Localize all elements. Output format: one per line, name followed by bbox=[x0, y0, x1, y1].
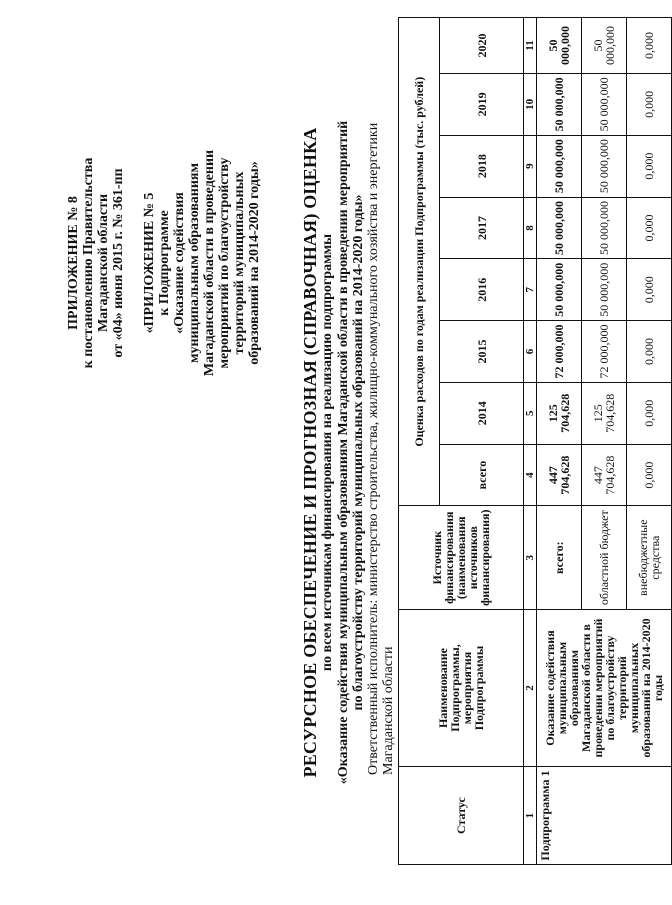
decree-line: к постановлению Правительства bbox=[81, 157, 96, 369]
row-2014: 125 704,628 bbox=[582, 382, 627, 444]
row-2018: 50 000,000 bbox=[582, 135, 627, 197]
row-2014: 0,000 bbox=[627, 382, 672, 444]
region-line: Магаданской области bbox=[96, 193, 111, 333]
row-2020: 50 000,000 bbox=[537, 18, 582, 74]
header-source: Источник финансирования (наименования источников финансирования) bbox=[399, 506, 524, 609]
header-year: 2018 bbox=[440, 135, 524, 197]
column-number: 2 bbox=[524, 609, 537, 766]
row-source: внебюджетные средства bbox=[627, 506, 672, 609]
row-source: всего: bbox=[537, 506, 582, 609]
header-name: Наименование Подпрограммы, мероприятия Подпрограммы bbox=[399, 609, 524, 766]
document-subtitle: по всем источникам финансирования на реализацию подпрограммы bbox=[320, 233, 335, 672]
responsible-executor: Ответственный исполнитель: министерство строительства, жилищно-коммунального хозяйства и энергетики Магаданской области bbox=[366, 122, 396, 775]
table-header-row bbox=[399, 18, 440, 865]
column-number: 8 bbox=[524, 197, 537, 259]
program-line: образований на 2014-2020 годы» bbox=[247, 161, 262, 365]
column-number: 7 bbox=[524, 259, 537, 321]
header-total: всего bbox=[440, 444, 524, 506]
program-line: муниципальным образованиям bbox=[187, 162, 202, 364]
row-2019: 0,000 bbox=[627, 73, 672, 135]
row-2019: 50 000,000 bbox=[537, 73, 582, 135]
row-2014: 125 704,628 bbox=[537, 382, 582, 444]
header-estimate: Оценка расходов по годам реализации Подпрограммы (тыс. рублей) bbox=[399, 18, 440, 506]
row-2016: 50 000,000 bbox=[582, 259, 627, 321]
column-number: 9 bbox=[524, 135, 537, 197]
row-total: 447 704,628 bbox=[537, 444, 582, 506]
row-total: 447 704,628 bbox=[582, 444, 627, 506]
row-total: 0,000 bbox=[627, 444, 672, 506]
row-status: Подпрограмма 1 bbox=[537, 767, 672, 865]
row-2015: 72 000,000 bbox=[582, 321, 627, 383]
resource-table bbox=[398, 17, 672, 865]
row-2016: 0,000 bbox=[627, 259, 672, 321]
column-number: 1 bbox=[524, 767, 537, 865]
row-2017: 0,000 bbox=[627, 197, 672, 259]
column-number: 4 bbox=[524, 444, 537, 506]
row-2016: 50 000,000 bbox=[537, 259, 582, 321]
header-year: 2016 bbox=[440, 259, 524, 321]
program-title-line: по благоустройству территорий муниципальных образований на 2014-2020 годы» bbox=[351, 194, 366, 711]
appendix-header bbox=[66, 132, 262, 394]
column-number: 5 bbox=[524, 382, 537, 444]
row-2018: 0,000 bbox=[627, 135, 672, 197]
appendix-number: ПРИЛОЖЕНИЕ № 8 bbox=[66, 196, 81, 330]
header-year: 2015 bbox=[440, 321, 524, 383]
header-year: 2014 bbox=[440, 382, 524, 444]
program-line: «Оказание содействия bbox=[172, 192, 187, 334]
row-2019: 50 000,000 bbox=[582, 73, 627, 135]
program-line: территорий муниципальных bbox=[232, 171, 247, 355]
row-2017: 50 000,000 bbox=[582, 197, 627, 259]
table-row bbox=[537, 18, 582, 865]
row-source: областной бюджет bbox=[582, 506, 627, 609]
appendix-number-2: «ПРИЛОЖЕНИЕ № 5 bbox=[142, 192, 157, 334]
to-program-line: к Подпрограмме bbox=[157, 210, 172, 316]
column-number: 6 bbox=[524, 321, 537, 383]
column-numbers-row bbox=[524, 18, 537, 865]
program-title bbox=[336, 0, 366, 905]
program-title-line: «Оказание содействия муниципальным образованиям Магаданской области в проведении мероприятий bbox=[336, 120, 351, 785]
row-2017: 50 000,000 bbox=[537, 197, 582, 259]
header-year: 2017 bbox=[440, 197, 524, 259]
row-2015: 0,000 bbox=[627, 321, 672, 383]
program-line: мероприятий по благоустройству bbox=[217, 157, 232, 369]
row-program-name: Оказание содействия муниципальным образованиям Магаданской области в проведении мероприятий по благоустройству территорий муниципальных образований на 2014-2020 годы bbox=[537, 609, 672, 766]
header-status: Статус bbox=[399, 767, 524, 865]
row-2018: 50 000,000 bbox=[537, 135, 582, 197]
document-title: РЕСУРСНОЕ ОБЕСПЕЧЕНИЕ И ПРОГНОЗНАЯ (СПРАВОЧНАЯ) ОЦЕНКА bbox=[300, 127, 320, 778]
program-line: Магаданской области в проведении bbox=[202, 149, 217, 377]
column-number: 11 bbox=[524, 18, 537, 74]
row-2015: 72 000,000 bbox=[537, 321, 582, 383]
row-2020: 50 000,000 bbox=[582, 18, 627, 74]
row-2020: 0,000 bbox=[627, 18, 672, 74]
header-year: 2020 bbox=[440, 18, 524, 74]
column-number: 3 bbox=[524, 506, 537, 609]
header-year: 2019 bbox=[440, 73, 524, 135]
decree-date: от «04» июня 2015 г. № 361-пп bbox=[111, 168, 126, 358]
column-number: 10 bbox=[524, 73, 537, 135]
